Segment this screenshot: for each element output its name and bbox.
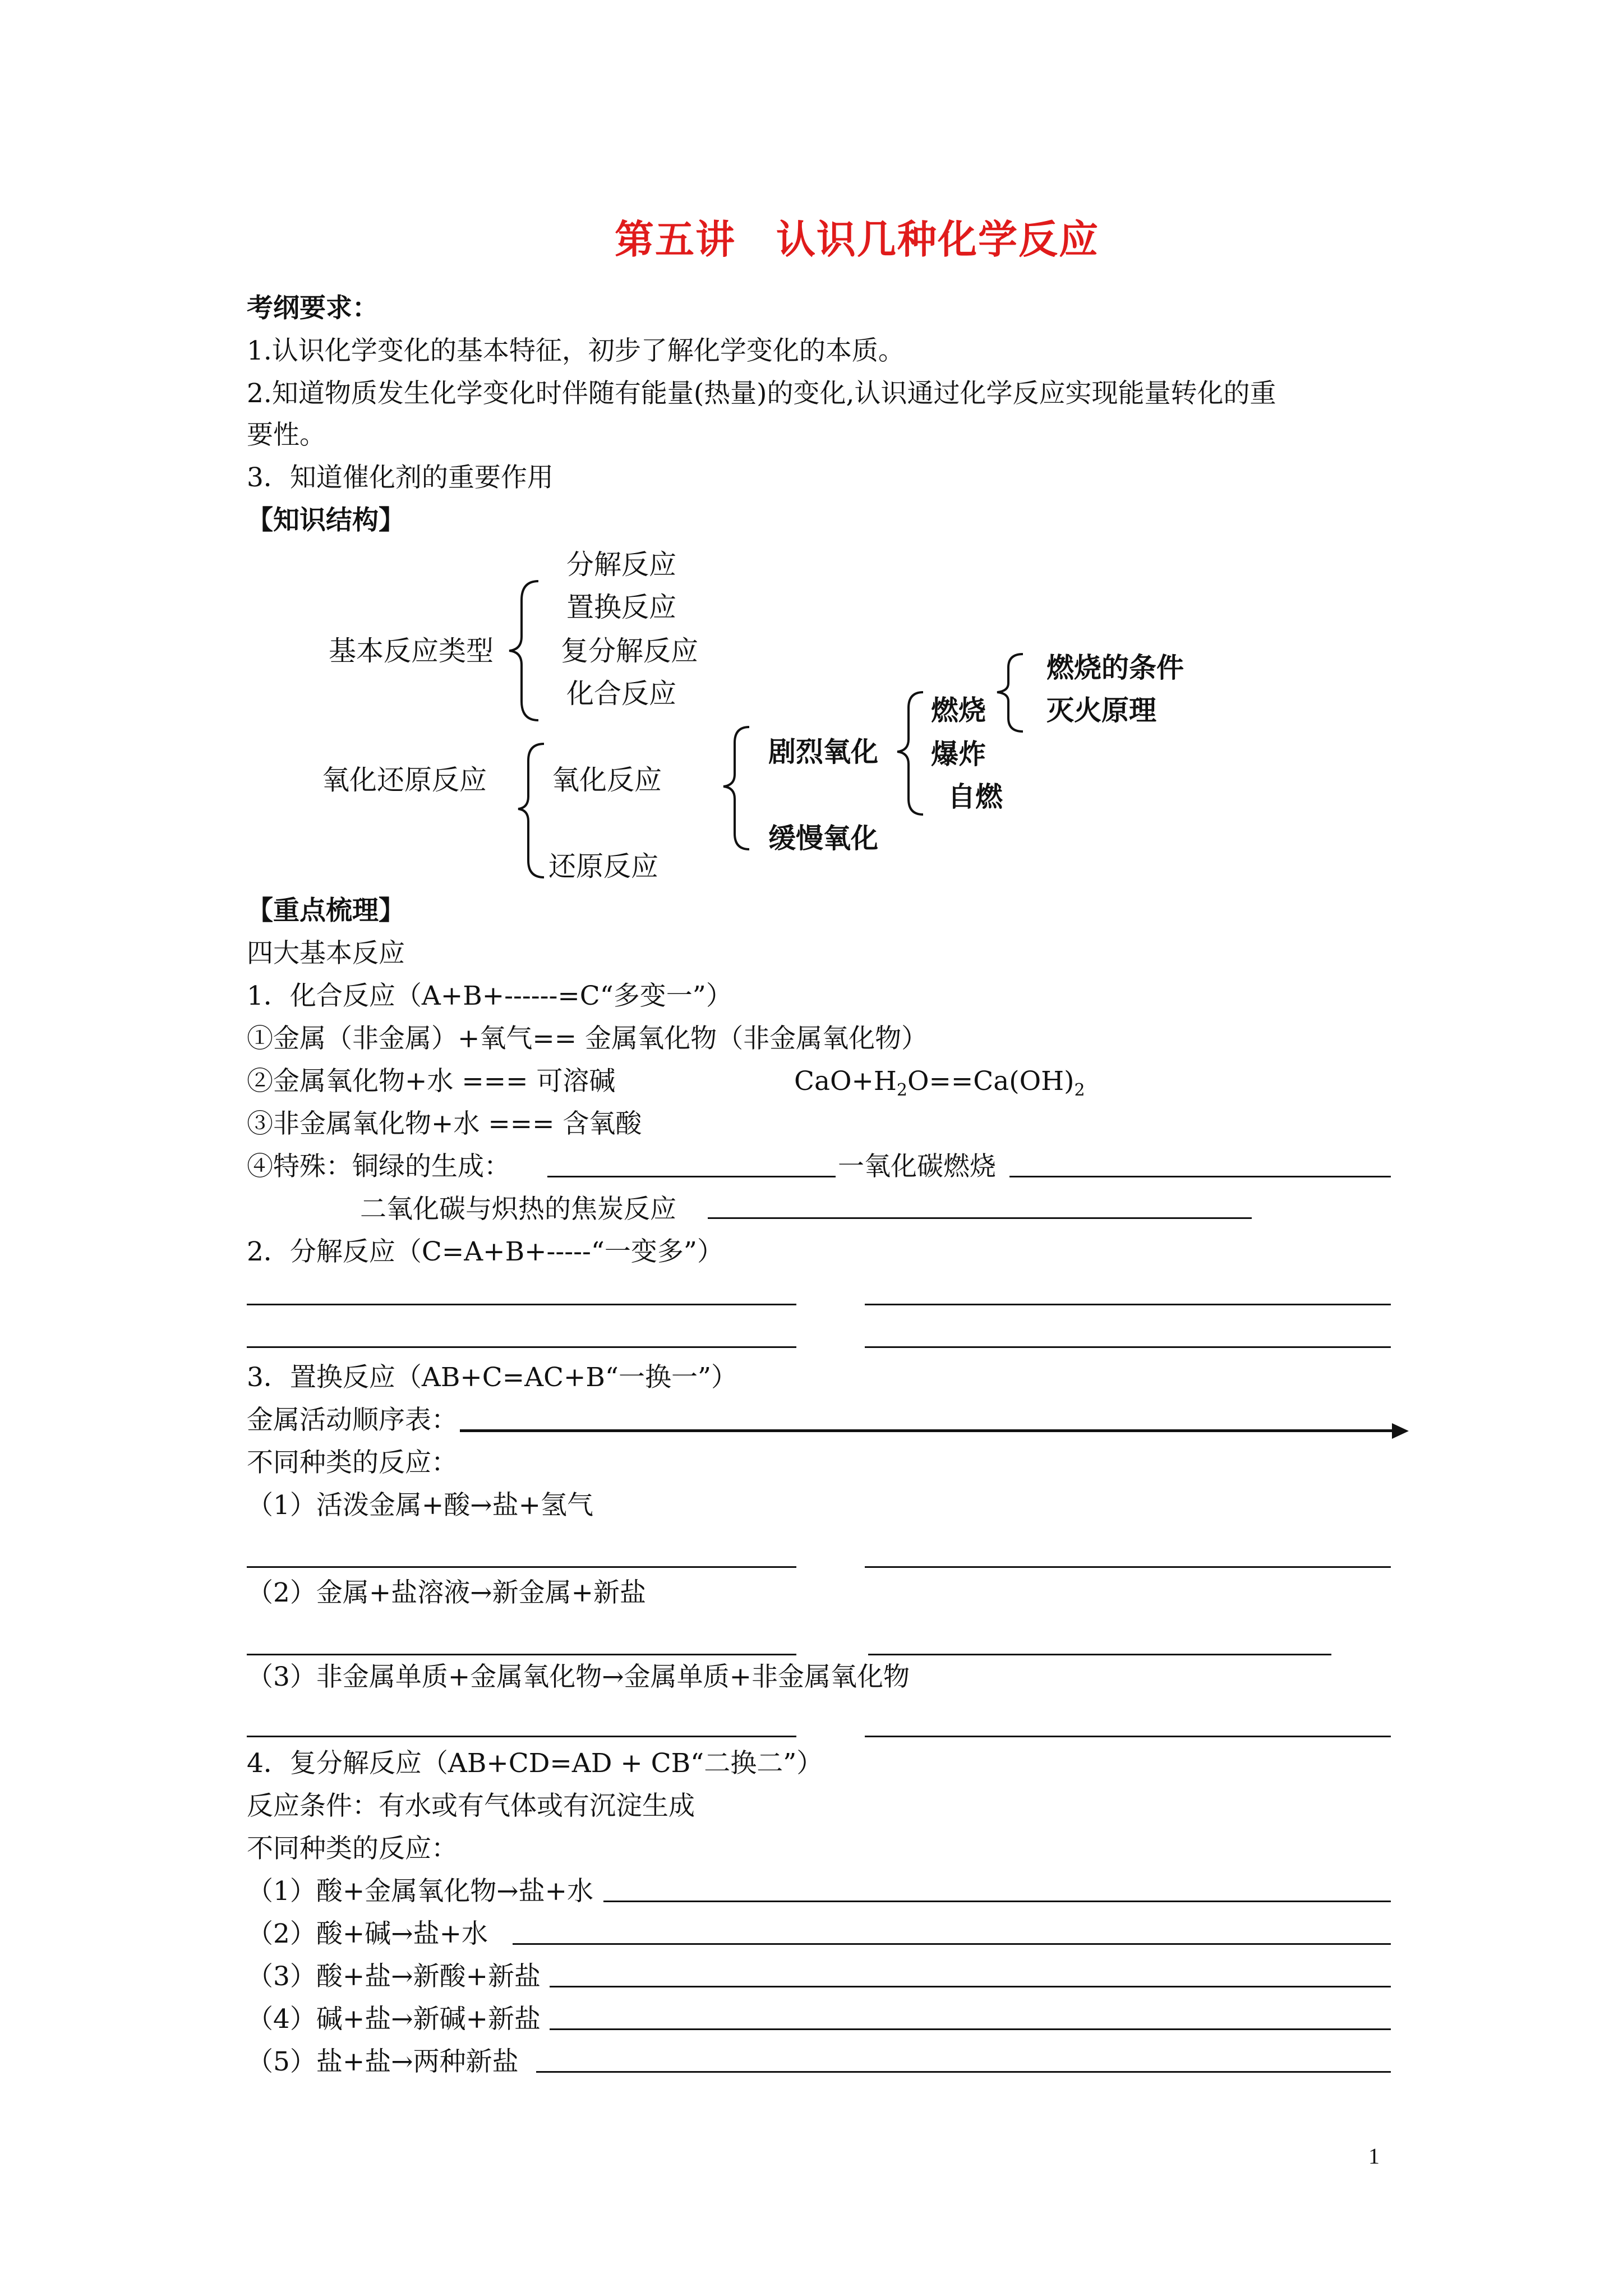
diagram-item-spontaneous-combustion: 自燃	[948, 781, 1003, 813]
oxidation-brace	[720, 724, 754, 853]
displacement-item: （2）金属+盐溶液→新金属+新盐	[247, 1577, 647, 1608]
arrow-head-icon	[1392, 1423, 1409, 1439]
key-points-heading: 【重点梳理】	[247, 895, 405, 926]
answer-line[interactable]	[547, 1176, 836, 1177]
double-decomposition-item: （1）酸+金属氧化物→盐+水	[247, 1876, 594, 1907]
answer-line[interactable]	[603, 1901, 1391, 1902]
diagram-item-decomposition: 分解反应	[566, 549, 677, 581]
knowledge-structure-heading: 【知识结构】	[247, 505, 405, 536]
answer-line[interactable]	[247, 1566, 796, 1568]
answer-line[interactable]	[513, 1943, 1391, 1945]
answer-line[interactable]	[247, 1304, 796, 1305]
page-number: 1	[1368, 2143, 1380, 2169]
requirement-item: 3．知道催化剂的重要作用	[247, 462, 554, 493]
answer-line[interactable]	[550, 2028, 1391, 2030]
co-burning-label: 一氧化碳燃烧	[838, 1151, 996, 1182]
combination-item: ①金属（非金属）+氧气== 金属氧化物（非金属氧化物）	[247, 1023, 928, 1054]
diagram-item-displacement: 置换反应	[566, 591, 677, 623]
activity-series-arrow	[460, 1429, 1393, 1432]
diagram-item-combination: 化合反应	[566, 678, 677, 710]
answer-line[interactable]	[865, 1346, 1391, 1348]
combustion-brace	[994, 651, 1027, 735]
answer-line[interactable]	[550, 1986, 1391, 1987]
requirements-heading: 考纲要求：	[247, 293, 379, 324]
basic-types-brace	[505, 578, 544, 724]
redox-label: 氧化还原反应	[322, 764, 487, 796]
intense-oxidation: 剧烈氧化	[768, 736, 879, 768]
double-decomposition-item: （2）酸+碱→盐+水	[247, 1918, 488, 1949]
diagram-item-oxidation: 氧化反应	[552, 764, 662, 796]
key-points-subheading: 四大基本反应	[247, 938, 405, 969]
double-decomposition-kinds-label: 不同种类的反应：	[247, 1833, 458, 1864]
basic-types-label: 基本反应类型	[329, 635, 494, 667]
requirement-item: 要性。	[247, 420, 326, 450]
page-title: 第五讲 认识几种化学反应	[615, 217, 1099, 263]
displacement-kinds-label: 不同种类的反应：	[247, 1447, 458, 1478]
diagram-item-explosion: 爆炸	[931, 738, 986, 770]
requirement-item: 1.认识化学变化的基本特征，初步了解化学变化的本质。	[247, 335, 905, 366]
diagram-item-combustion-conditions: 燃烧的条件	[1046, 652, 1184, 684]
combination-item: ②金属氧化物+水 === 可溶碱	[247, 1066, 616, 1097]
displacement-item: （3）非金属单质+金属氧化物→金属单质+非金属氧化物	[247, 1662, 910, 1692]
activity-series-label: 金属活动顺序表：	[247, 1405, 458, 1435]
displacement-item: （1）活泼金属+酸→盐+氢气	[247, 1490, 594, 1521]
diagram-item-reduction: 还原反应	[548, 850, 659, 882]
answer-line[interactable]	[865, 1566, 1391, 1568]
double-decomposition-condition: 反应条件：有水或有气体或有沉淀生成	[247, 1791, 695, 1821]
answer-line[interactable]	[536, 2071, 1391, 2073]
answer-line[interactable]	[865, 1304, 1391, 1305]
combination-item: ③非金属氧化物+水 === 含氧酸	[247, 1108, 642, 1139]
redox-brace	[515, 740, 548, 881]
answer-line[interactable]	[865, 1736, 1391, 1737]
requirement-item: 2.知道物质发生化学变化时伴随有能量(热量)的变化,认识通过化学反应实现能量转化的重	[247, 378, 1276, 409]
decomposition-title: 2．分解反应（C=A+B+-----“一变多”）	[247, 1236, 723, 1267]
double-decomposition-item: （4）碱+盐→新碱+新盐	[247, 2004, 541, 2035]
answer-line[interactable]	[868, 1654, 1331, 1655]
combination-item: ④特殊：铜绿的生成：	[247, 1151, 510, 1182]
slow-oxidation: 缓慢氧化	[768, 822, 879, 854]
combination-title: 1．化合反应（A+B+------=C“多变一”）	[247, 981, 732, 1011]
diagram-item-fire-extinguishing: 灭火原理	[1046, 694, 1157, 726]
intense-oxidation-brace	[894, 689, 928, 818]
answer-line[interactable]	[247, 1736, 796, 1737]
double-decomposition-item: （5）盐+盐→两种新盐	[247, 2046, 519, 2077]
answer-line[interactable]	[708, 1217, 1252, 1219]
diagram-item-double-decomposition: 复分解反应	[561, 635, 699, 667]
co2-coke-label: 二氧化碳与炽热的焦炭反应	[360, 1194, 676, 1225]
answer-line[interactable]	[247, 1654, 796, 1655]
answer-line[interactable]	[247, 1346, 796, 1348]
displacement-title: 3．置换反应（AB+C=AC+B“一换一”）	[247, 1362, 737, 1393]
cao-equation: $CaO+H_2O==Ca(OH)_2$	[794, 1066, 1085, 1100]
diagram-item-combustion: 燃烧	[931, 694, 986, 726]
answer-line[interactable]	[1009, 1176, 1391, 1177]
double-decomposition-title: 4．复分解反应（AB+CD=AD + CB“二换二”）	[247, 1748, 823, 1779]
double-decomposition-item: （3）酸+盐→新酸+新盐	[247, 1961, 541, 1992]
